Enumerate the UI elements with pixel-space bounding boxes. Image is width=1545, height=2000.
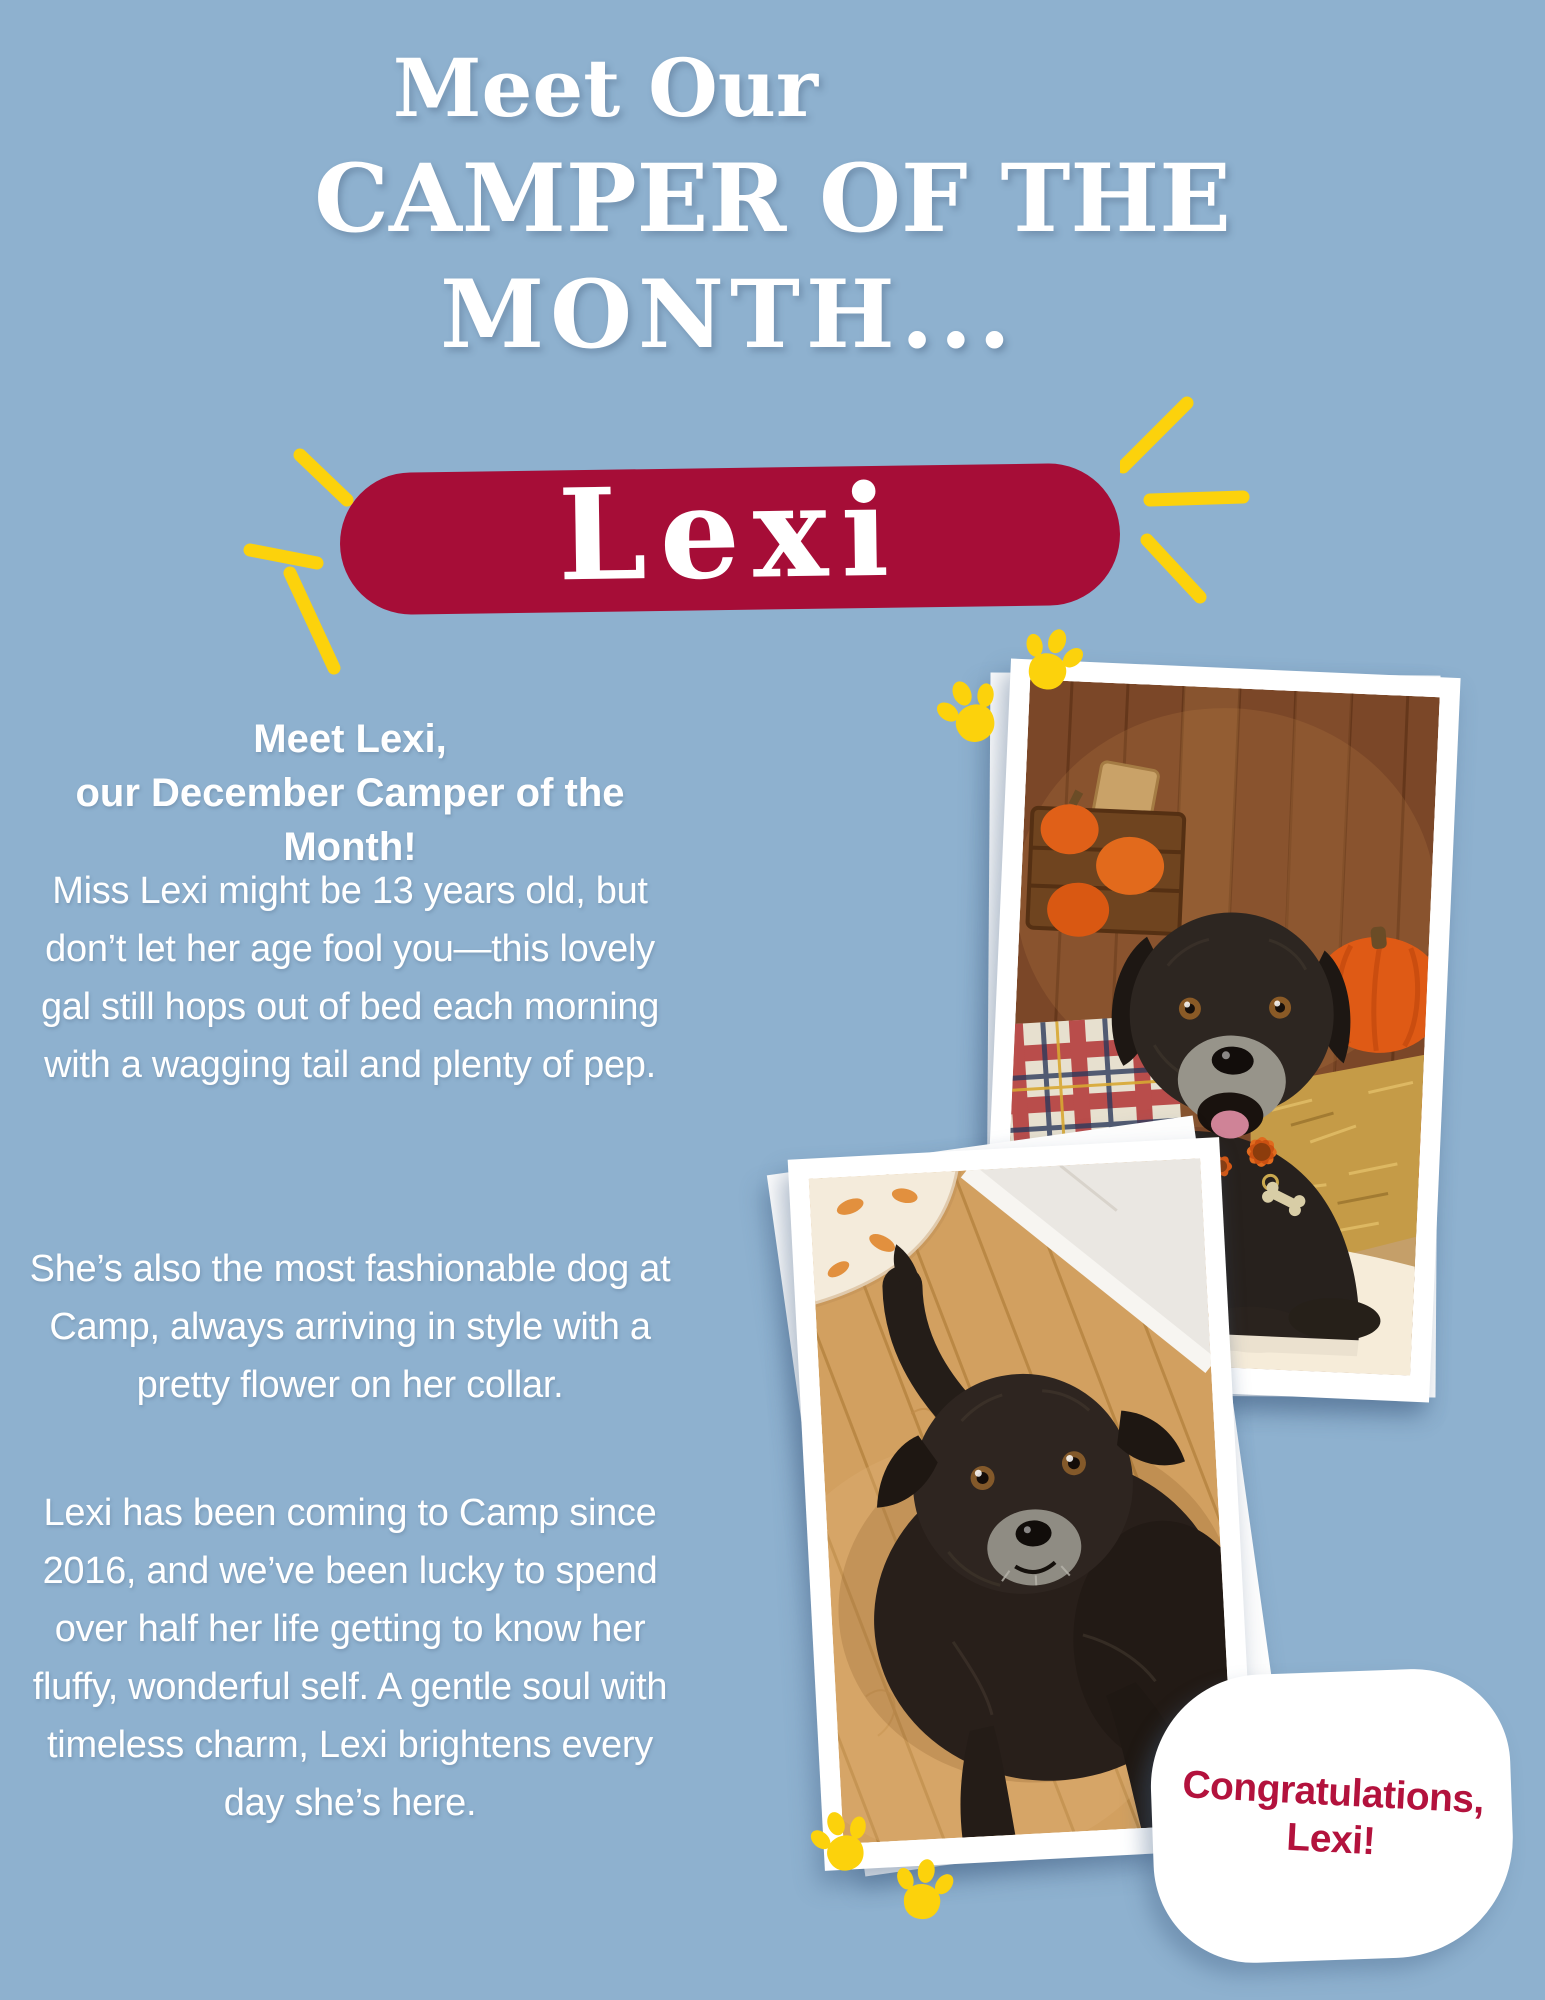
paw-print-icon — [884, 1847, 963, 1926]
congrats-text — [1145, 1663, 1520, 1969]
intro-heading — [13, 712, 687, 874]
congrats-bubble — [1147, 1666, 1517, 1966]
congrats-line-1: Congratulations, — [1181, 1763, 1486, 1822]
headline-line-3: MONTH... — [440, 260, 1017, 370]
headline-line-2: CAMPER OF THE — [314, 144, 1231, 254]
headline-line-1: Meet Our — [392, 41, 819, 135]
congrats-line-2: Lexi! — [1285, 1815, 1377, 1864]
sparkle-burst-left-icon — [230, 440, 360, 680]
intro-line-1: Meet Lexi, — [253, 717, 447, 761]
body-paragraph-1: Miss Lexi might be 13 years old, but don’t let her age fool you—this lovely gal still hops out of bed each morning with a wagging tail and plenty of pep. — [40, 870, 660, 1086]
body-paragraph-2: She’s also the most fashionable dog at Camp, always arriving in style with a pretty flower on her collar. — [29, 1248, 671, 1406]
intro-line-2: our December Camper of the Month! — [75, 771, 625, 869]
camper-name: Lexi — [557, 456, 903, 610]
camper-name-banner — [339, 456, 1121, 616]
sparkle-burst-right-icon — [1120, 395, 1260, 605]
body-paragraph-3: Lexi has been coming to Camp since 2016, and we’ve been lucky to spend over half her life getting to know her fluffy, wonderful self. A gentle soul with timeless charm, Lexi brightens every day she’s here. — [32, 1492, 668, 1824]
